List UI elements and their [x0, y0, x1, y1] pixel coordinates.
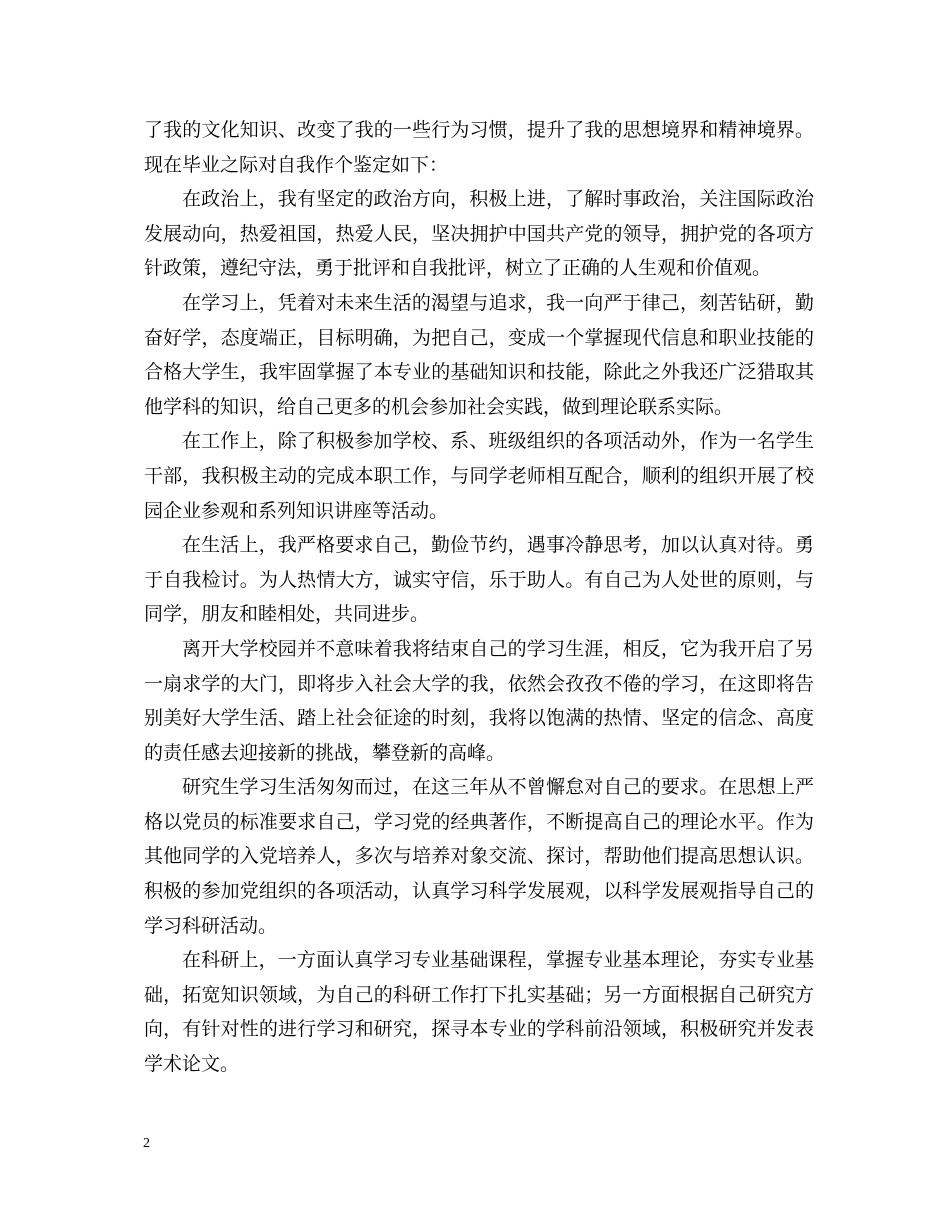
paragraph-intro: 了我的文化知识、改变了我的一些行为习惯，提升了我的思想境界和精神境界。现在毕业之际对自我作个鉴定如下：: [144, 119, 814, 176]
paragraph-life: 在生活上，我严格要求自己，勤俭节约，遇事冷静思考，加以认真对待。勇于自我检讨。为人热情大方，诚实守信，乐于助人。有自己为人处世的原则，与同学，朋友和睦相处，共同进步。: [144, 534, 814, 626]
paragraph-study: 在学习上，凭着对未来生活的渴望与追求，我一向严于律己，刻苦钻研，勤奋好学，态度端正，目标明确，为把自己，变成一个掌握现代信息和职业技能的合格大学生，我牢固掌握了本专业的基础知识和技能，除此之外我还广泛猎取其他学科的知识，给自己更多的机会参加社会实践，做到理论联系实际。: [144, 291, 814, 418]
paragraph-politics: 在政治上，我有坚定的政治方向，积极上进，了解时事政治，关注国际政治发展动向，热爱祖国，热爱人民，坚决拥护中国共产党的领导，拥护党的各项方针政策，遵纪守法，勇于批评和自我批评，树立了正确的人生观和价值观。: [144, 188, 814, 280]
paragraph-graduate-study: 研究生学习生活匆匆而过，在这三年从不曾懈怠对自己的要求。在思想上严格以党员的标准要求自己，学习党的经典著作，不断提高自己的理论水平。作为其他同学的入党培养人，多次与培养对象交流、探讨，帮助他们提高思想认识。积极的参加党组织的各项活动，认真学习科学发展观，以科学发展观指导自己的学习科研活动。: [144, 776, 814, 937]
paragraph-future: 离开大学校园并不意味着我将结束自己的学习生涯，相反，它为我开启了另一扇求学的大门，即将步入社会大学的我，依然会孜孜不倦的学习，在这即将告别美好大学生活、踏上社会征途的时刻，我将以饱满的热情、坚定的信念、高度的责任感去迎接新的挑战，攀登新的高峰。: [144, 637, 814, 764]
paragraph-work: 在工作上，除了积极参加学校、系、班级组织的各项活动外，作为一名学生干部，我积极主动的完成本职工作，与同学老师相互配合，顺利的组织开展了校园企业参观和系列知识讲座等活动。: [144, 430, 814, 522]
document-body: [144, 113, 814, 1082]
page-number: 2: [143, 1136, 150, 1151]
paragraph-research: 在科研上，一方面认真学习专业基础课程，掌握专业基本理论，夯实专业基础，拓宽知识领域，为自己的科研工作打下扎实基础；另一方面根据自己研究方向，有针对性的进行学习和研究，探寻本专业的学科前沿领域，积极研究并发表学术论文。: [144, 949, 814, 1076]
